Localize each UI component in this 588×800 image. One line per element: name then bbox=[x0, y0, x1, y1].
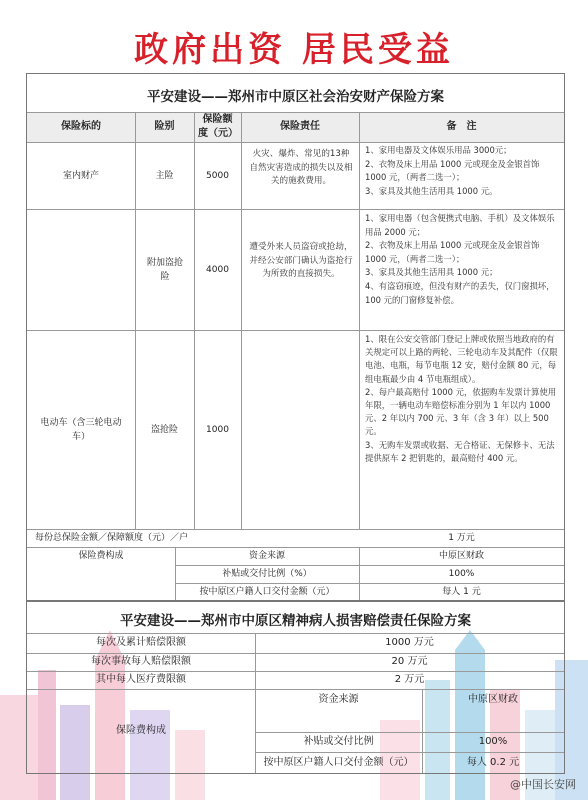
s2-fee-label: 保险费构成 bbox=[116, 725, 166, 736]
banner-title: 政府出资 居民受益 bbox=[134, 30, 454, 70]
row1-liability: 火灾、爆炸、常见的13种自然灾害造成的损失以及相关的施救费用。 bbox=[249, 149, 353, 186]
scheme2-title: 平安建设——郑州市中原区精神病人损害赔偿责任保险方案 bbox=[120, 613, 471, 629]
header-amount: 保险额度（元） bbox=[198, 114, 238, 139]
row3-type: 盗抢险 bbox=[150, 424, 178, 435]
header-notes: 备 注 bbox=[446, 121, 477, 132]
s2-row1-label: 每次及累计赔偿限额 bbox=[96, 637, 186, 648]
s2-fee-row2-value: 100% bbox=[478, 736, 508, 747]
s2-row2-value: 20 万元 bbox=[391, 656, 428, 667]
row3-amount: 1000 bbox=[206, 424, 229, 435]
row2-liability: 遭受外来人员盗窃或抢劫，并经公安部门确认为盗抢行为所致的直接损失。 bbox=[249, 242, 353, 279]
s2-row3-label: 其中每人医疗费限额 bbox=[96, 674, 186, 685]
total-value: 1 万元 bbox=[448, 533, 475, 543]
s2-row3-value: 2 万元 bbox=[394, 674, 425, 685]
row2-type: 附加盗抢险 bbox=[146, 257, 183, 282]
s2-fee-row3-value: 每人 0.2 元 bbox=[466, 756, 520, 768]
row2-subject bbox=[27, 209, 135, 330]
row2-amount: 4000 bbox=[206, 264, 229, 275]
fee-row2-label: 补贴或交付比例（%） bbox=[222, 569, 312, 579]
s2-fee-row2-label: 补贴或交付比例 bbox=[303, 736, 374, 747]
header-subject: 保险标的 bbox=[61, 121, 101, 132]
row1-amount: 5000 bbox=[206, 170, 229, 181]
property-insurance-table bbox=[26, 73, 565, 602]
header-type: 险别 bbox=[154, 121, 175, 132]
fee-row3-label: 按中原区户籍人口交付金额（元） bbox=[199, 587, 335, 597]
row1-subject: 室内财产 bbox=[62, 170, 99, 181]
s2-fee-row1-label: 资金来源 bbox=[318, 694, 359, 705]
fee-row1-label: 资金来源 bbox=[248, 551, 285, 561]
s2-fee-row1-value: 中原区财政 bbox=[468, 694, 518, 705]
fee-row3-value: 每人 1 元 bbox=[442, 587, 481, 597]
mental-patient-liability-table bbox=[26, 600, 565, 774]
fee-row1-value: 中原区财政 bbox=[438, 551, 484, 561]
row1-notes: 1、家用电器及文体娱乐用品 3000元； 2、衣物及床上用品 1000 元或现金及金银首饰 1000 元，（两者二选一）； 3、家具及其他生活用具 1000 元。 bbox=[365, 145, 540, 196]
row2-notes: 1、家用电器（包含便携式电脑、手机）及文体娱乐用品 2000 元； 2、衣物及床上用品 1000 元或现金及金银首饰 1000 元，（两者二选一）； 3、家具及其他生活用具 1000 元； 4、有盗窃痕迹，但没有财产的丢失，仅门窗损坏， 100 元的门窗修复补偿。 bbox=[365, 213, 555, 305]
s2-row1-value: 1000 万元 bbox=[385, 637, 434, 648]
s2-row2-label: 每次事故每人赔偿限额 bbox=[91, 656, 191, 667]
s2-fee-row3-label: 按中原区户籍人口交付金额（元） bbox=[263, 756, 414, 768]
total-label: 每份总保险金额／保障额度（元）／户 bbox=[35, 533, 189, 543]
row1-type: 主险 bbox=[155, 170, 174, 181]
row3-subject: 电动车（含三轮电动车） bbox=[40, 417, 122, 442]
header-liability: 保险责任 bbox=[280, 121, 320, 132]
fee-row2-value: 100% bbox=[448, 569, 475, 579]
scheme1-title: 平安建设——郑州市中原区社会治安财产保险方案 bbox=[147, 89, 444, 105]
watermark: @中国长安网 bbox=[510, 778, 576, 791]
fee-label: 保险费构成 bbox=[78, 551, 124, 561]
row3-notes: 1、限在公安交管部门登记上牌或依照当地政府的有关规定可以上路的两轮、三轮电动车及其配件（仅限电池、电瓶，每节电瓶 12 安，赔付金额 80 元，每组电瓶最少由 4 节电瓶组成）。 2、每户最高赔付 1000 元，依据购车发票计算使用年限，一辆电动车赔偿标准分别为 1 年以内 1000 元、2 年以内 700 元、3 年（含 3 年）以上 500 元。 3、无购车发票或收据、无合格证、无保修卡、无法提供原车 2 把钥匙的，最高赔付 400 元。 bbox=[365, 334, 558, 463]
